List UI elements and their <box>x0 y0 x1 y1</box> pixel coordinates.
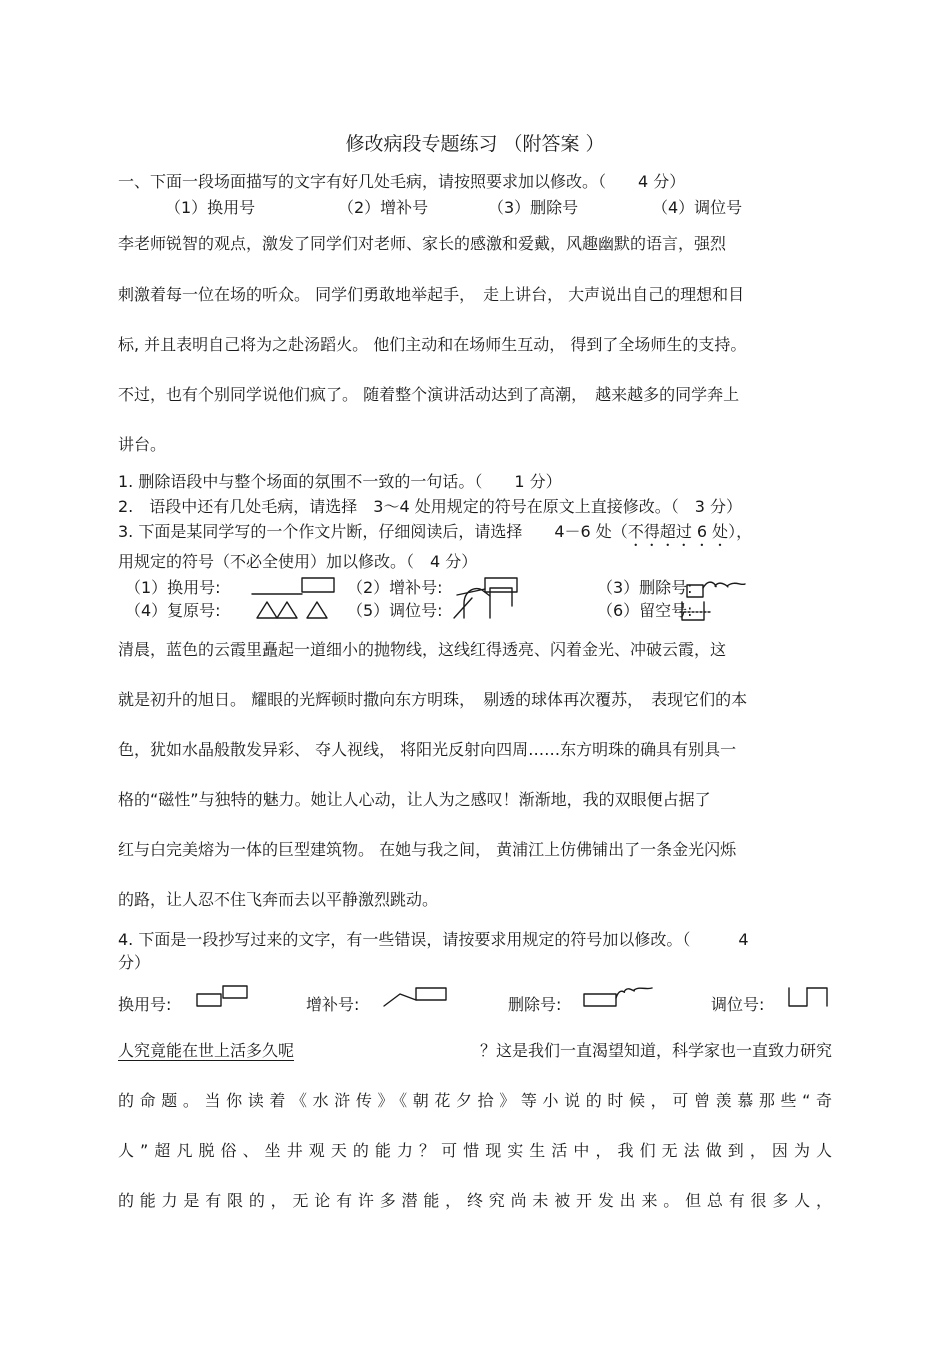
transpose-mark-icon <box>450 580 525 620</box>
q4-passage-line-3: 人”超凡脱俗、坐井观天的能力？可惜现实生活中，我们无法做到，因为人 <box>118 1141 839 1160</box>
restore-mark-icon <box>255 598 330 620</box>
q1-mark-2: （2）增补号 <box>338 198 429 217</box>
q3-symbol-label-1: （1）换用号: <box>125 578 221 597</box>
q4-symbol-label-1: 换用号: <box>118 995 172 1014</box>
q1-mark-4: （4）调位号 <box>652 198 743 217</box>
q1-mark-1: （1）换用号 <box>165 198 256 217</box>
q1-item-2: 2. 语段中还有几处毛病，请选择 3～4 处用规定的符号在原文上直接修改。（ 3 分） <box>118 497 742 516</box>
q4-replace-mark-icon <box>195 984 255 1010</box>
q1-passage-line-5: 讲台。 <box>118 435 167 454</box>
q3-passage-line-1: 清晨，蓝色的云霞里矗起一道细小的抛物线，这线红得透亮、闪着金光、冲破云霞，这 <box>118 640 727 659</box>
q4-passage-underlined: 人究竟能在世上活多久呢 <box>118 1041 295 1060</box>
q3-passage-line-3: 色，犹如水晶般散发异彩、 夺人视线， 将阳光反射向四周……东方明珠的确具有别具一 <box>118 740 737 759</box>
q3-passage-line-4: 格的“磁性”与独特的魅力。她让人心动，让人为之感叹！渐渐地，我的双眼便占据了 <box>118 790 711 809</box>
q3-line-1-emphasis: 不得超过 6 处 <box>627 522 729 541</box>
q4-transpose-mark-icon <box>787 984 832 1010</box>
q4-passage-line-1-rest: ？这是我们一直渴望知道，科学家也一直致力研究 <box>479 1041 832 1060</box>
q3-symbol-label-5: （5）调位号: <box>347 601 443 620</box>
q3-symbol-label-2: （2）增补号: <box>347 578 443 597</box>
q3-line-1 <box>118 522 752 550</box>
q4-line-2: 分） <box>118 953 151 972</box>
q3-symbol-label-4: （4）复原号: <box>125 601 221 620</box>
q3-line-1-b: ）， <box>728 522 753 541</box>
q4-symbol-label-4: 调位号: <box>711 995 765 1014</box>
q3-symbol-label-3: （3）删除号: <box>597 578 693 597</box>
q4-passage-line-4: 的能力是有限的，无论有许多潜能，终究尚未被开发出来。但总有很多人， <box>118 1191 838 1210</box>
q1-heading: 一、下面一段场面描写的文字有好几处毛病，请按照要求加以修改。（ 4 分） <box>118 172 686 191</box>
page-title: 修改病段专题练习 （附答案 ） <box>345 133 605 155</box>
q1-mark-3: （3）删除号 <box>488 198 579 217</box>
replace-mark-icon <box>250 576 340 596</box>
space-mark-icon <box>678 598 718 624</box>
q3-passage-line-5: 红与白完美熔为一体的巨型建筑物。 在她与我之间， 黄浦江上仿佛铺出了一条金光闪烁 <box>118 840 737 859</box>
q3-passage-line-6: 的路，让人忍不住飞奔而去以平静激烈跳动。 <box>118 890 439 909</box>
q3-line-1-a: 3. 下面是某同学写的一个作文片断，仔细阅读后，请选择 4－6 处（ <box>118 522 628 541</box>
q3-line-2: 用规定的符号（不必全使用）加以修改。（ 4 分） <box>118 552 478 571</box>
q4-passage-line-2: 的命题。当你读着《水浒传》《朝花夕拾》等小说的时候，可曾羡慕那些“奇 <box>118 1091 838 1110</box>
q4-passage-line-1 <box>118 1041 832 1061</box>
q4-symbol-label-3: 删除号: <box>508 995 562 1014</box>
delete-mark-icon <box>685 576 755 600</box>
q1-passage-line-3: 标, 并且表明自己将为之赴汤蹈火。 他们主动和在场师生互动， 得到了全场师生的支持。 <box>118 335 747 354</box>
q3-passage-line-2: 就是初升的旭日。 耀眼的光辉顿时撒向东方明珠， 剔透的球体再次覆苏， 表现它们的本 <box>118 690 748 709</box>
q4-line-1: 4. 下面是一段抄写过来的文字，有一些错误，请按要求用规定的符号加以修改。（ 4 <box>118 930 749 949</box>
q3-symbol-label-6: （6）留空号: <box>597 601 693 620</box>
q1-passage-line-4: 不过，也有个别同学说他们疯了。 随着整个演讲活动达到了高潮， 越来越多的同学奔上 <box>118 385 740 404</box>
q1-passage-line-1: 李老师锐智的观点，激发了同学们对老师、家长的感激和爱戴，风趣幽默的语言，强烈 <box>118 234 727 253</box>
q1-passage-line-2: 刺激着每一位在场的听众。 同学们勇敢地举起手， 走上讲台， 大声说出自己的理想和目 <box>118 285 745 304</box>
q4-delete-mark-icon <box>582 982 657 1010</box>
q1-item-1: 1. 删除语段中与整个场面的氛围不一致的一句话。（ 1 分） <box>118 472 562 491</box>
q4-symbol-label-2: 增补号: <box>306 995 360 1014</box>
q4-insert-mark-icon <box>382 986 452 1010</box>
